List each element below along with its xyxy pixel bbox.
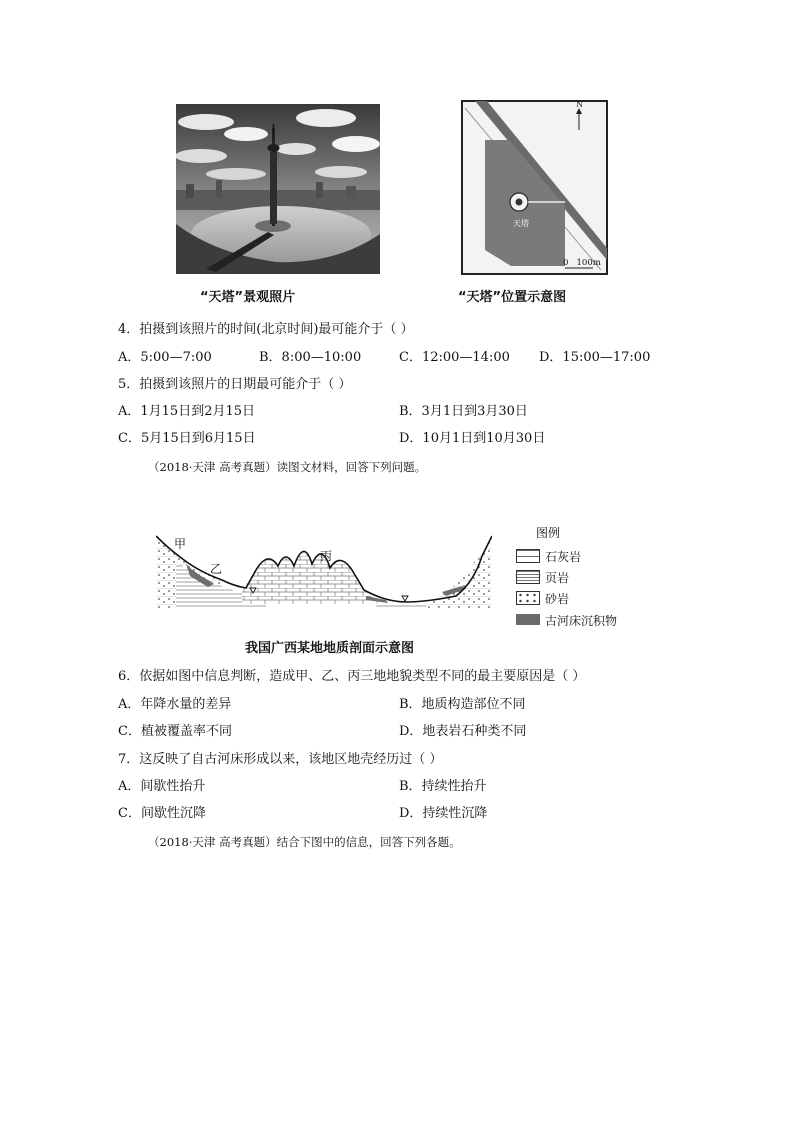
- tianta-photo: [176, 104, 380, 274]
- legend-shale-swatch: [516, 570, 540, 584]
- legend-limestone-label: 石灰岩: [545, 550, 582, 564]
- question-4-option-c: C．12:00—14:00: [399, 350, 510, 365]
- question-7-stem: 7．这反映了自古河床形成以来，该地区地壳经历过（ ）: [118, 752, 443, 767]
- question-5-stem: 5．拍摄到该照片的日期最可能介于（ ）: [118, 377, 352, 392]
- legend-riverbed-label: 古河床沉积物: [545, 614, 618, 628]
- question-6-option-a: A．年降水量的差异: [118, 697, 232, 712]
- label-jia: 甲: [174, 537, 187, 551]
- question-6-option-b: B．地质构造部位不同: [399, 697, 526, 712]
- intro-2018-b: （2018·天津 高考真题）结合下图中的信息，回答下列各题。: [148, 835, 461, 849]
- legend-sandstone-label: 砂岩: [545, 592, 570, 606]
- question-7-option-c: C．间歇性沉降: [118, 806, 206, 821]
- legend-riverbed-swatch: [516, 614, 540, 625]
- question-5-option-c: C．5月15日到6月15日: [118, 431, 256, 446]
- legend-limestone-swatch: [516, 549, 540, 563]
- question-5-option-d: D．10月1日到10月30日: [399, 431, 546, 446]
- question-4-option-a: A．5:00—7:00: [118, 350, 212, 365]
- question-5-option-b: B．3月1日到3月30日: [399, 404, 528, 419]
- question-6-option-d: D．地表岩石种类不同: [399, 724, 527, 739]
- legend: [500, 520, 650, 628]
- question-6-stem: 6．依据如图中信息判断，造成甲、乙、丙三地地貌类型不同的最主要原因是（ ）: [118, 669, 586, 684]
- map-caption: “天塔”位置示意图: [458, 290, 567, 305]
- question-5-option-a: A．1月15日到2月15日: [118, 404, 256, 419]
- profile-caption: 我国广西某地地质剖面示意图: [245, 641, 415, 656]
- legend-shale-label: 页岩: [545, 571, 570, 585]
- label-yi: 乙: [210, 562, 223, 576]
- intro-2018-a: （2018·天津 高考真题）读图文材料，回答下列问题。: [148, 460, 427, 474]
- scale-label: 0 100m: [563, 258, 601, 268]
- tower-label: 天塔: [513, 219, 529, 228]
- question-4-option-d: D．15:00—17:00: [539, 350, 651, 365]
- label-bing: 丙: [320, 549, 333, 563]
- north-label: N: [576, 100, 583, 109]
- photo-caption: “天塔”景观照片: [200, 290, 296, 305]
- tianta-location-map: [461, 100, 608, 275]
- legend-title: 图例: [536, 526, 561, 540]
- question-7-option-b: B．持续性抬升: [399, 779, 487, 794]
- question-7-option-d: D．持续性沉降: [399, 806, 488, 821]
- question-7-option-a: A．间歇性抬升: [118, 779, 206, 794]
- legend-sandstone-swatch: [516, 591, 540, 605]
- question-6-option-c: C．植被覆盖率不同: [118, 724, 232, 739]
- question-4-stem: 4．拍摄到该照片的时间(北京时间)最可能介于（ ）: [118, 322, 414, 337]
- question-4-option-b: B．8:00—10:00: [259, 350, 362, 365]
